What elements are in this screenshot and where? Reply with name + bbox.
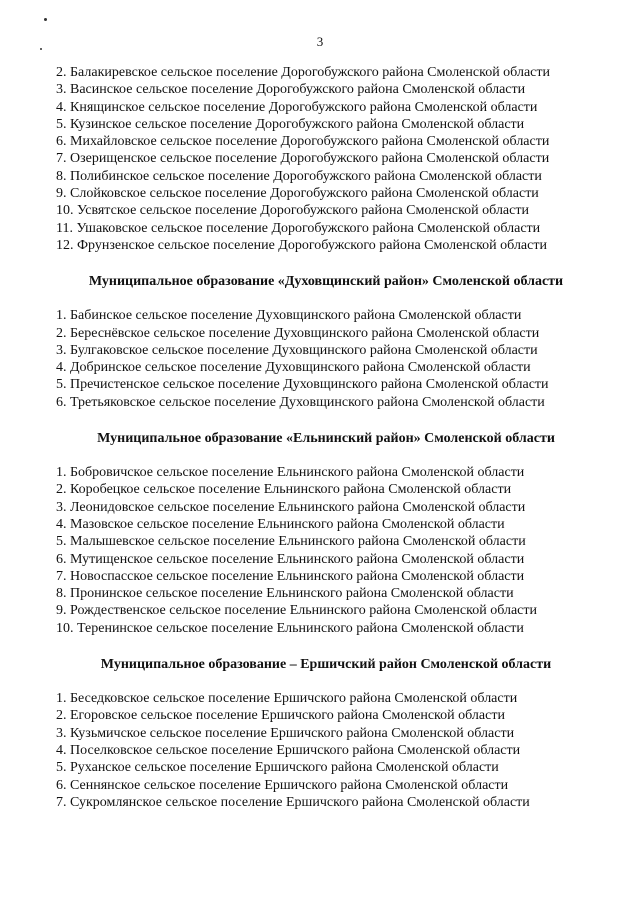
spacer (56, 673, 596, 690)
spacer (56, 637, 596, 656)
list-item: 3. Леонидовское сельское поселение Ельнинского района Смоленской области (56, 499, 526, 515)
list-item: 4. Добринское сельское поселение Духовщинского района Смоленской области (56, 360, 531, 376)
list-item: 10. Усвятское сельское поселение Дорогобужского района Смоленской области (56, 203, 529, 219)
list-item: 6. Михайловское сельское поселение Дорогобужского района Смоленской области (56, 134, 550, 150)
list-item: 6. Мутищенское сельское поселение Ельнинского района Смоленской области (56, 551, 525, 567)
section-dorogobuzh (56, 64, 596, 254)
list-item: 11. Ушаковское сельское поселение Дорогобужского района Смоленской области (56, 220, 541, 236)
list-item: 5. Пречистенское сельское поселение Духовщинского района Смоленской области (56, 377, 549, 393)
spacer (56, 411, 596, 430)
scan-speck (40, 48, 42, 50)
section-dukhovshchina (56, 307, 596, 411)
list-item: 8. Пронинское сельское поселение Ельнинского района Смоленской области (56, 586, 514, 602)
list-item: 4. Княщинское сельское поселение Дорогобужского района Смоленской области (56, 99, 538, 115)
list-item: 10. Теренинское сельское поселение Ельнинского района Смоленской области (56, 620, 524, 636)
scan-speck (44, 18, 47, 21)
list-item: 4. Мазовское сельское поселение Ельнинского района Смоленской области (56, 516, 505, 532)
page-number: 3 (316, 34, 324, 49)
list-item: 5. Кузинское сельское поселение Дорогобужского района Смоленской области (56, 116, 525, 132)
list-item: 2. Коробецкое сельское поселение Ельнинского района Смоленской области (56, 482, 512, 498)
list-item: 7. Озерищенское сельское поселение Дорогобужского района Смоленской области (56, 151, 550, 167)
list-item: 3. Кузьмичское сельское поселение Ершичского района Смоленской области (56, 725, 515, 741)
list-item: 2. Береснёвское сельское поселение Духовщинского района Смоленской области (56, 325, 540, 341)
list-item: 3. Васинское сельское поселение Дорогобужского района Смоленской области (56, 82, 526, 98)
list-item: 1. Беседковское сельское поселение Ершичского района Смоленской области (56, 691, 518, 707)
spacer (56, 447, 596, 464)
list-item: 6. Сеннянское сельское поселение Ершичского района Смоленской области (56, 777, 509, 793)
section-ershichi (56, 690, 596, 811)
list-item: 7. Сукромлянское сельское поселение Ершичского района Смоленской области (56, 794, 530, 810)
list-item: 12. Фрунзенское сельское поселение Дорогобужского района Смоленской области (56, 237, 547, 253)
list-item: 1. Бабинское сельское поселение Духовщинского района Смоленской области (56, 308, 522, 324)
list-item: 3. Булгаковское сельское поселение Духовщинского района Смоленской области (56, 342, 538, 358)
document-body (56, 64, 596, 811)
section-title-ershichi: Муниципальное образование – Ершичский район Смоленской области (100, 657, 552, 673)
list-item: 6. Третьяковское сельское поселение Духовщинского района Смоленской области (56, 394, 545, 410)
list-item: 8. Полибинское сельское поселение Дорогобужского района Смоленской области (56, 168, 542, 184)
list-item: 9. Рождественское сельское поселение Ельнинского района Смоленской области (56, 603, 538, 619)
list-item: 4. Поселковское сельское поселение Ершичского района Смоленской области (56, 742, 521, 758)
section-elnya (56, 464, 596, 637)
list-item: 9. Слойковское сельское поселение Дорогобужского района Смоленской области (56, 186, 539, 202)
spacer (56, 290, 596, 307)
list-item: 5. Малышевское сельское поселение Ельнинского района Смоленской области (56, 534, 526, 550)
list-item: 1. Бобровичское сельское поселение Ельнинского района Смоленской области (56, 465, 525, 481)
list-item: 7. Новоспасское сельское поселение Ельнинского района Смоленской области (56, 568, 525, 584)
list-item: 2. Балакиревское сельское поселение Дорогобужского района Смоленской области (56, 65, 550, 80)
spacer (56, 254, 596, 273)
list-item: 2. Егоровское сельское поселение Ершичского района Смоленской области (56, 708, 505, 724)
section-title-elnya: Муниципальное образование «Ельнинский район» Смоленской области (97, 431, 555, 447)
list-item: 5. Руханское сельское поселение Ершичского района Смоленской области (56, 760, 499, 776)
section-title-dukhovshchina: Муниципальное образование «Духовщинский район» Смоленской области (88, 274, 564, 290)
